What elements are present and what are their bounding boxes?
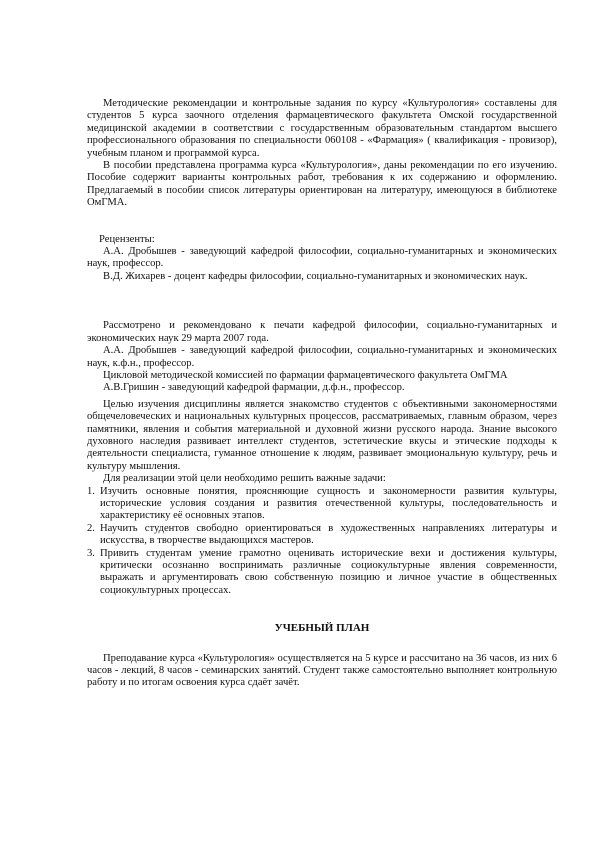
intro-paragraph-1: Методические рекомендации и контрольные задания по курсу «Культурология» составлены для студентов 5 курса заочного отделения фармацевтического факультета Омской государственной медицинской академии в соответствии с государственным образовательным стандартом высшего профессионального образования по специальности 060108 - «Фармация» ( квалификация - провизор), учебным планом и программой курса. <box>87 98 557 159</box>
section-heading-study-plan: УЧЕБНЫЙ ПЛАН <box>274 622 370 635</box>
reviewer-2: В.Д. Жихарев - доцент кафедры философии, социально-гуманитарных и экономических наук. <box>103 270 528 282</box>
intro-paragraph-2: В пособии представлена программа курса «Культурология», даны рекомендации по его изучению. Пособие содержит варианты контрольных работ, требования к их содержанию и оформлению. Предлагаемый в пособии список литературы ориентирован на литературу, имеющуюся в библиотеке ОмГМА. <box>87 160 557 209</box>
reviewers-title: Рецензенты: <box>99 233 155 245</box>
study-plan-paragraph: Преподавание курса «Культурология» осуществляется на 5 курсе и рассчитано на 36 часов, из них 6 часов - лекций, 8 часов - семинарских занятий. Студент также самостоятельно выполняет контрольную работу и по итогам освоения курса сдаёт зачёт. <box>87 652 557 689</box>
document-page <box>87 98 557 690</box>
tasks-intro: Для реализации этой цели необходимо решить важные задачи: <box>103 473 386 485</box>
course-goal-paragraph: Целью изучения дисциплины является знакомство студентов с объективными закономерностями общечеловеческих и национальных культурных процессов, рассматриваемых, главным образом, через памятники, явления и события материальной и духовной жизни русского народа. Знание высокого духовного наследия развивает интеллект студентов, эстетические вкусы и этические подходы к деятельности специалиста, гуманное отношение к людям, развивает эмоциональную культуру, речь и культуру мышления. <box>87 398 557 472</box>
approval-commission-head: А.В.Гришин - заведующий кафедрой фармации, д.ф.н., профессор. <box>103 382 405 394</box>
task-item-1: Изучить основные понятия, проясняющие сущность и закономерности развития культуры, исторические условия создания и развития отечественной культуры, последовательность и характеристику её основных этапов. <box>100 485 557 522</box>
task-item-2: Научить студентов свободно ориентироваться в художественных направлениях литературы и искусства, в творчестве выдающихся мастеров. <box>100 522 557 547</box>
approval-paragraph: Рассмотрено и рекомендовано к печати кафедрой философии, социально-гуманитарных и экономических наук 29 марта 2007 года. <box>87 320 557 344</box>
approval-commission: Цикловой методической комиссией по фармации фармацевтического факультета ОмГМА <box>103 369 508 381</box>
task-item-3: Привить студентам умение грамотно оценивать исторические вехи и достижения культуры, критически осознанно воспринимать различные социокультурные явления современности, выражать и аргументировать свою собственную позицию и личное участие в общественных социокультурных процессах. <box>100 547 557 596</box>
reviewer-1: А.А. Дробышев - заведующий кафедрой философии, социально-гуманитарных и экономических наук, профессор. <box>87 246 557 270</box>
tasks-list <box>87 486 557 598</box>
approval-head-of-dept: А.А. Дробышев - заведующий кафедрой философии, социально-гуманитарных и экономических наук, к.ф.н., профессор. <box>87 345 557 369</box>
